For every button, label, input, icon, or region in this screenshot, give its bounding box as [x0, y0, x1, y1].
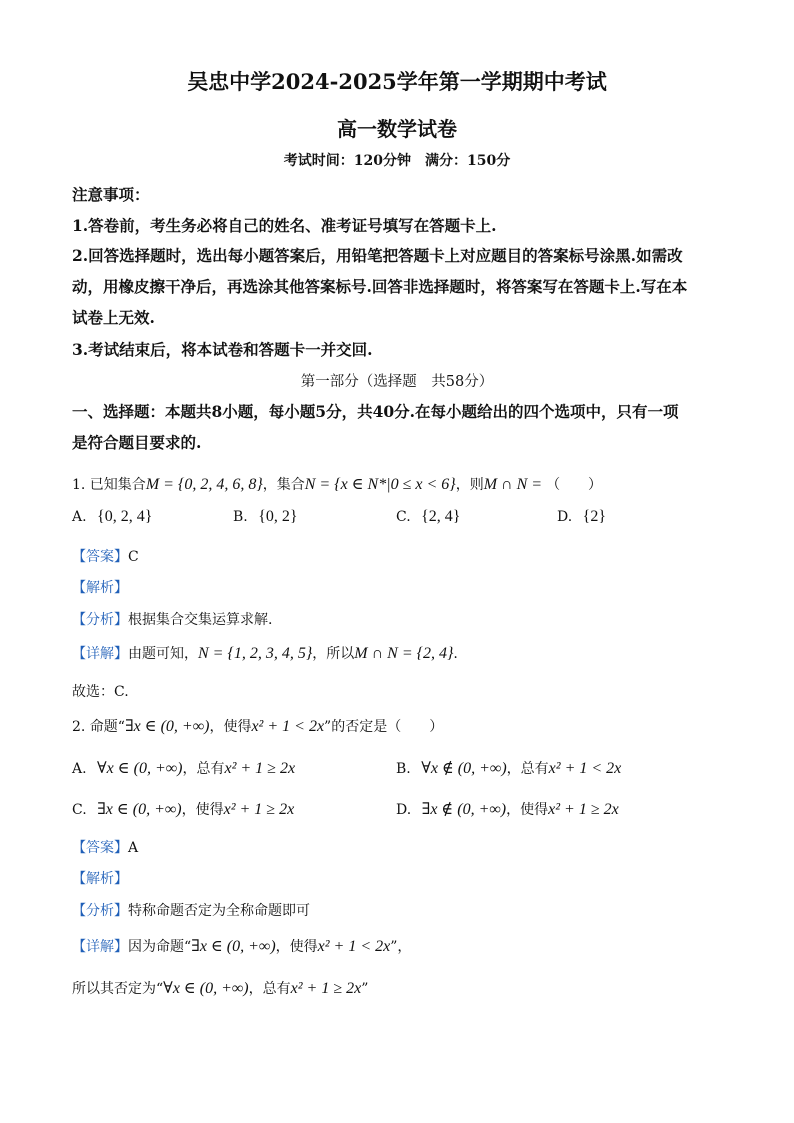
exam-info: 考试时间：120分钟 满分：150分 [283, 153, 511, 169]
q1-analysis-tag: 【解析】 [72, 580, 128, 596]
option-value: {2, 4} [421, 508, 461, 525]
detail-tag: 【详解】 [72, 646, 128, 662]
answer-tag: 【答案】 [72, 840, 128, 856]
option-value: {2} [582, 508, 606, 525]
option-text: ，总有 [506, 761, 549, 777]
negation-math: x² + 1 ≥ 2x [290, 980, 362, 997]
q1-option-a [72, 508, 152, 526]
q1-set-n: N = {x ∈ N*|0 ≤ x < 6} [304, 476, 456, 493]
detail-tag: 【详解】 [72, 939, 128, 955]
option-math: ∃x ∈ (0, +∞) [97, 801, 182, 818]
option-math: ∀x ∉ (0, +∞) [421, 760, 507, 777]
exam-title: 吴忠中学2024-2025学年第一学期期中考试 [187, 69, 607, 94]
stem-math: x² + 1 < 2x [251, 718, 325, 735]
option-math: x² + 1 < 2x [548, 760, 622, 777]
q2-answer [72, 837, 138, 857]
option-math: x² + 1 ≥ 2x [223, 801, 295, 818]
option-text: ，使得 [181, 802, 224, 818]
q2-option-a [72, 758, 295, 778]
fenxi-text: 根据集合交集运算求解. [128, 612, 273, 628]
q1-expr: M ∩ N = [483, 476, 543, 493]
note-2-line-3: 试卷上无效. [72, 308, 155, 327]
option-letter: A. [72, 509, 87, 525]
option-text: ，使得 [506, 802, 549, 818]
q2-option-b [396, 758, 621, 778]
q1-stem-c: ，则 [455, 477, 484, 493]
fenxi-text: 特称命题否定为全称命题即可 [128, 903, 310, 919]
q2-option-d [396, 799, 619, 819]
option-text: ，总有 [182, 761, 225, 777]
detail-math: M ∩ N = {2, 4} [354, 645, 454, 662]
option-math: x² + 1 ≥ 2x [548, 801, 619, 818]
section-title: 第一部分（选择题 共58分） [300, 374, 494, 390]
detail-text: 由题可知， [128, 646, 198, 662]
answer-tag: 【答案】 [72, 549, 128, 565]
stem-text: 2. 命题“ [72, 719, 125, 735]
detail-math: ∃x ∈ (0, +∞) [191, 938, 276, 955]
q1-stem-b: ，集合 [262, 477, 305, 493]
detail-text: ”， [390, 939, 412, 955]
detail-text: 因为命题“ [128, 939, 192, 955]
option-letter: C. [396, 509, 411, 525]
q2-option-c [72, 799, 294, 819]
note-1: 1.答卷前，考生务必将自己的姓名、准考证号填写在答题卡上. [72, 216, 497, 235]
notes-heading: 注意事项： [72, 185, 150, 204]
q2-negation [72, 978, 368, 998]
option-letter: D. [557, 509, 573, 525]
q1-option-b [233, 508, 298, 526]
answer-value: C [128, 549, 139, 565]
option-letter: A. [72, 761, 87, 777]
q1-set-m: M = {0, 2, 4, 6, 8} [145, 476, 263, 493]
q1-option-d [557, 508, 606, 526]
detail-math: x² + 1 < 2x [317, 938, 391, 955]
option-letter: B. [396, 761, 411, 777]
option-math: ∃x ∉ (0, +∞) [421, 801, 507, 818]
negation-text: ” [361, 981, 369, 997]
answer-value: A [128, 840, 139, 856]
question-2-stem [72, 716, 443, 736]
option-value: {0, 2, 4} [97, 508, 153, 525]
option-letter: B. [233, 509, 248, 525]
section-intro-line-2: 是符合题目要求的. [72, 433, 202, 452]
q1-stem-a: 1. 已知集合 [72, 477, 146, 493]
q2-fenxi [72, 900, 310, 920]
q1-answer [72, 546, 139, 566]
option-math: ∀x ∈ (0, +∞) [97, 760, 183, 777]
option-letter: C. [72, 802, 87, 818]
detail-text: ，使得 [275, 939, 318, 955]
note-2-line-1: 2.回答选择题时，选出每小题答案后，用铅笔把答题卡上对应题目的答案标号涂黑.如需改 [72, 246, 683, 265]
q1-choice: 故选：C. [72, 684, 129, 700]
stem-math: ∃x ∈ (0, +∞) [124, 718, 210, 735]
exam-subtitle: 高一数学试卷 [337, 117, 457, 141]
fenxi-tag: 【分析】 [72, 903, 128, 919]
section-intro-line-1: 一、选择题：本题共8小题，每小题5分，共40分.在每小题给出的四个选项中，只有一项 [72, 402, 679, 421]
question-1-stem [72, 474, 602, 494]
stem-text: ，使得 [209, 719, 252, 735]
note-2-line-2: 动，用橡皮擦干净后，再选涂其他答案标号.回答非选择题时，将答案写在答题卡上.写在本 [72, 277, 688, 296]
option-math: x² + 1 ≥ 2x [224, 760, 296, 777]
detail-math: N = {1, 2, 3, 4, 5} [198, 645, 313, 662]
negation-math: ∀x ∈ (0, +∞) [163, 980, 249, 997]
q1-paren: （ ） [546, 477, 603, 493]
option-letter: D. [396, 802, 412, 818]
note-3: 3.考试结束后，将本试卷和答题卡一并交回. [72, 340, 373, 359]
q2-analysis-tag: 【解析】 [72, 871, 128, 887]
fenxi-tag: 【分析】 [72, 612, 128, 628]
option-value: {0, 2} [258, 508, 298, 525]
negation-text: ，总有 [248, 981, 291, 997]
detail-text: . [453, 646, 458, 662]
q1-detail [72, 643, 458, 663]
q1-fenxi [72, 609, 272, 629]
negation-text: 所以其否定为“ [72, 981, 164, 997]
q2-detail [72, 936, 411, 956]
q1-option-c [396, 508, 460, 526]
stem-text: ”的否定是（ ） [324, 719, 444, 735]
detail-text: ，所以 [312, 646, 355, 662]
